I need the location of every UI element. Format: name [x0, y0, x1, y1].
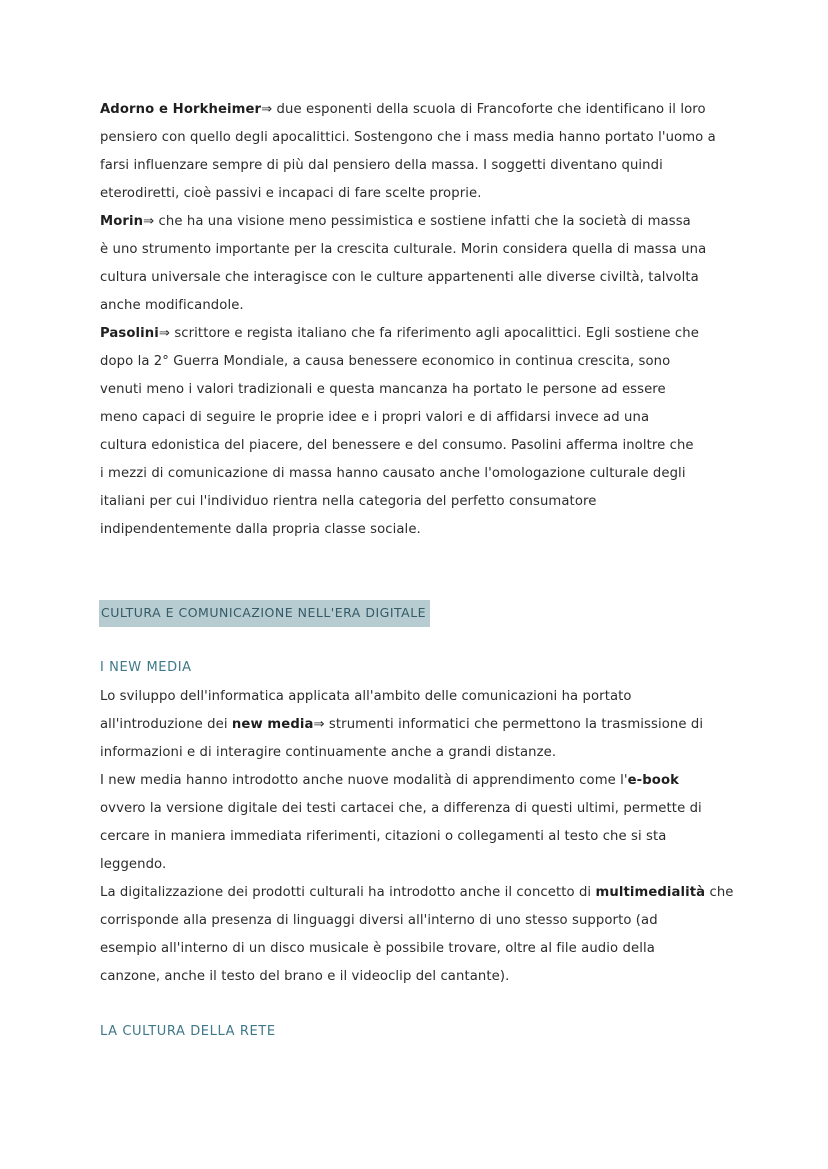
adorno-line-1 [100, 96, 740, 124]
e-book-term: e-book [627, 773, 679, 788]
adorno-line-4: eterodiretti, cioè passivi e incapaci di fare scelte proprie. [100, 186, 482, 201]
new-media-term: new media [231, 717, 314, 732]
adorno-line-2: pensiero con quello degli apocalittici. Sostengono che i mass media hanno portato l'uomo a [100, 130, 716, 145]
text: che [705, 885, 734, 900]
pasolini-line-6: i mezzi di comunicazione di massa hanno causato anche l'omologazione culturale degli [100, 466, 686, 481]
nm-p1-line-2 [100, 711, 740, 739]
nm-p2-line-4: leggendo. [100, 857, 167, 872]
new-media-paragraphs [100, 683, 740, 991]
nm-p1-line-3: informazioni e di interagire continuamente anche a grandi distanze. [100, 745, 557, 760]
text: strumenti informatici che permettono la trasmissione di [324, 717, 704, 732]
text: che ha una visione meno pessimistica e sostiene infatti che la società di massa [154, 214, 691, 229]
pasolini-line-2: dopo la 2° Guerra Mondiale, a causa benessere economico in continua crescita, sono [100, 354, 671, 369]
nm-p3-line-1 [100, 879, 740, 907]
text: I new media hanno introdotto anche nuove modalità di apprendimento come l' [100, 773, 628, 788]
nm-p3-line-2: corrisponde alla presenza di linguaggi diversi all'interno di uno stesso supporto (ad [100, 913, 658, 928]
pasolini-line-7: italiani per cui l'individuo rientra nella categoria del perfetto consumatore [100, 494, 597, 509]
pasolini-line-1 [100, 320, 740, 348]
section-title-highlight: CULTURA E COMUNICAZIONE NELL'ERA DIGITALE [99, 600, 430, 627]
implies-arrow: ⇒ [313, 717, 325, 732]
pasolini-line-8: indipendentemente dalla propria classe sociale. [100, 522, 421, 537]
implies-arrow: ⇒ [261, 102, 273, 117]
nm-p2-line-1 [100, 767, 740, 795]
text: scrittore e regista italiano che fa riferimento agli apocalittici. Egli sostiene che [170, 326, 699, 341]
nm-p1-line-1: Lo sviluppo dell'informatica applicata all'ambito delle comunicazioni ha portato [100, 689, 632, 704]
pasolini-line-3: venuti meno i valori tradizionali e questa mancanza ha portato le persone ad essere [100, 382, 666, 397]
intro-paragraphs [100, 96, 740, 544]
morin-line-4: anche modificandole. [100, 298, 244, 313]
nm-p3-line-3: esempio all'interno di un disco musicale è possibile trovare, oltre al file audio della [100, 941, 655, 956]
pasolini-line-4: meno capaci di seguire le proprie idee e i propri valori e di affidarsi invece ad una [100, 410, 650, 425]
morin-line-1 [100, 208, 740, 236]
implies-arrow: ⇒ [143, 214, 155, 229]
text: all'introduzione dei [100, 717, 232, 732]
implies-arrow: ⇒ [158, 326, 171, 341]
morin-line-2: è uno strumento importante per la crescita culturale. Morin considera quella di massa una [100, 242, 707, 257]
text: La digitalizzazione dei prodotti culturali ha introdotto anche il concetto di [100, 885, 596, 900]
adorno-line-3: farsi influenzare sempre di più dal pensiero della massa. I soggetti diventano quindi [100, 158, 663, 173]
nm-p3-line-4: canzone, anche il testo del brano e il videoclip del cantante). [100, 969, 510, 984]
nm-p2-line-3: cercare in maniera immediata riferimenti, citazioni o collegamenti al testo che si sta [100, 829, 667, 844]
multimedialita-term: multimedialità [595, 885, 706, 900]
text: due esponenti della scuola di Francoforte che identificano il loro [272, 102, 706, 117]
morin-term: Morin [100, 214, 144, 229]
pasolini-term: Pasolini [100, 326, 159, 341]
nm-p2-line-2: ovvero la versione digitale dei testi cartacei che, a differenza di questi ultimi, permette di [100, 801, 702, 816]
heading-cultura-rete: LA CULTURA DELLA RETE [100, 1024, 276, 1039]
morin-line-3: cultura universale che interagisce con le culture appartenenti alle diverse civiltà, talvolta [100, 270, 699, 285]
heading-new-media: I NEW MEDIA [100, 660, 192, 675]
adorno-term: Adorno e Horkheimer [100, 102, 262, 117]
pasolini-line-5: cultura edonistica del piacere, del benessere e del consumo. Pasolini afferma inoltre che [100, 438, 694, 453]
